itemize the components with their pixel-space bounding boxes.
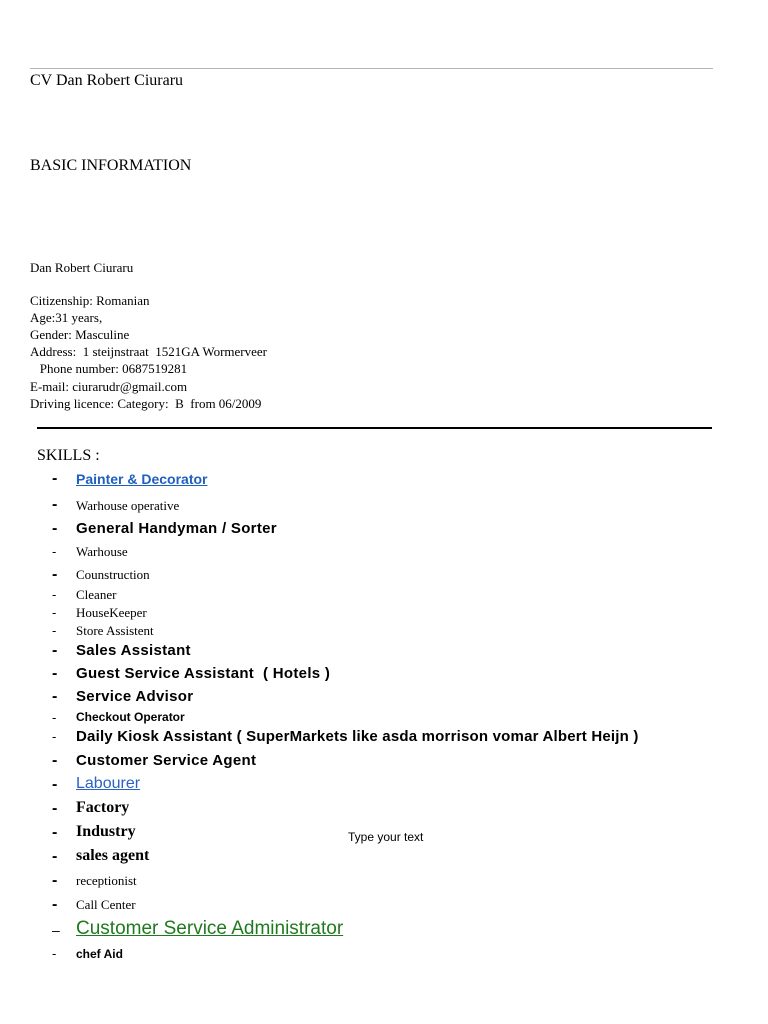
bullet: -: [52, 566, 58, 583]
bullet: -: [52, 710, 57, 725]
skill-item: Service Advisor: [76, 688, 194, 705]
bullet: -: [52, 896, 58, 913]
bullet: -: [52, 665, 58, 682]
section-heading-basic-information: BASIC INFORMATION: [30, 157, 192, 174]
section-divider: [37, 427, 712, 429]
bullet: -: [52, 496, 58, 513]
skill-item: receptionist: [76, 873, 137, 888]
bullet: -: [52, 848, 58, 865]
text-box-placeholder[interactable]: Type your text: [348, 830, 424, 844]
skill-item: Daily Kiosk Assistant ( SuperMarkets like asda morrison vomar Albert Heijn ): [76, 728, 639, 745]
info-phone: Phone number: 0687519281: [30, 361, 188, 376]
skill-item: Guest Service Assistant ( Hotels ): [76, 665, 331, 682]
info-gender: Gender: Masculine: [30, 327, 130, 342]
bullet: -: [52, 520, 58, 537]
bullet: -: [52, 824, 58, 841]
bullet: -: [52, 752, 58, 769]
info-email: E-mail: ciurarudr@gmail.com: [30, 379, 188, 394]
info-age: Age:31 years,: [30, 310, 103, 325]
skill-item: Counstruction: [76, 567, 150, 582]
bullet: -: [52, 946, 57, 961]
bullet: -: [52, 623, 57, 638]
document-title: CV Dan Robert Ciuraru: [30, 72, 184, 89]
skill-item: Store Assistent: [76, 623, 154, 638]
skill-item: Warhouse operative: [76, 498, 180, 513]
skill-item: General Handyman / Sorter: [76, 520, 277, 537]
bullet: -: [52, 688, 58, 705]
bullet: -: [52, 776, 58, 793]
skill-item: Factory: [76, 799, 130, 816]
skill-item[interactable]: Painter & Decorator: [76, 471, 208, 487]
skill-item-link[interactable]: Labourer: [76, 775, 141, 792]
skill-item: Call Center: [76, 897, 136, 912]
info-driving-licence: Driving licence: Category: B from 06/2009: [30, 396, 262, 411]
info-address: Address: 1 steijnstraat 1521GA Wormerveer: [30, 344, 267, 359]
skill-item: Customer Service Agent: [76, 752, 257, 769]
bullet: -: [52, 642, 58, 659]
bullet: -: [52, 605, 57, 620]
bullet: -: [52, 544, 57, 559]
bullet: -: [52, 587, 57, 602]
skill-item-link[interactable]: Customer Service Administrator: [76, 918, 344, 939]
info-name: Dan Robert Ciuraru: [30, 260, 134, 275]
skill-item: Cleaner: [76, 587, 117, 602]
bullet: –: [52, 922, 60, 938]
skill-item: HouseKeeper: [76, 605, 147, 620]
skill-item: Industry: [76, 823, 136, 840]
skill-item: Warhouse: [76, 544, 128, 559]
skill-item: Sales Assistant: [76, 642, 191, 659]
info-citizenship: Citizenship: Romanian: [30, 293, 150, 308]
skill-item: chef Aid: [76, 947, 123, 961]
bullet: -: [52, 470, 58, 487]
skill-item: Checkout Operator: [76, 710, 185, 724]
bullet: -: [52, 800, 58, 817]
skills-heading: SKILLS :: [37, 447, 100, 464]
top-rule: [30, 68, 713, 69]
bullet: -: [52, 872, 58, 889]
skill-item: sales agent: [76, 847, 150, 864]
bullet: -: [52, 729, 57, 744]
